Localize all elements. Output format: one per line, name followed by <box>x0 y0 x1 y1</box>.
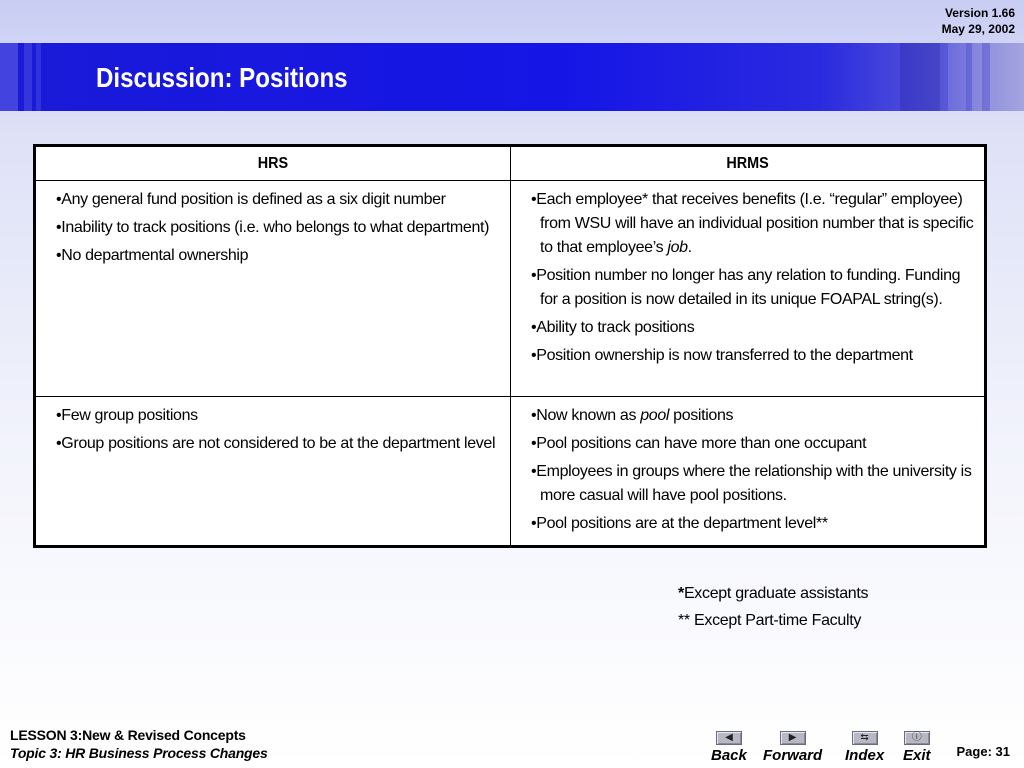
banner-stripe <box>948 43 966 111</box>
banner-stripe <box>0 43 18 111</box>
bullet-item: • Inability to track positions (i.e. who belongs to what department) <box>56 216 500 240</box>
table-cell-hrs-row2 <box>36 397 511 545</box>
banner-stripe <box>972 43 982 111</box>
index-button[interactable] <box>845 731 884 767</box>
bullet-item: • Position ownership is now transferred to the department <box>531 344 974 368</box>
page-number: Page: 31 <box>956 744 1010 759</box>
version-info <box>942 5 1015 37</box>
index-icon[interactable]: ⇆ <box>852 731 878 745</box>
info-exit-icon[interactable]: ⓘ <box>904 731 930 745</box>
exit-label[interactable]: Exit <box>903 747 931 764</box>
banner-stripe <box>24 43 32 111</box>
bullet-item: • Employees in groups where the relationship with the university is more casual will have pool positions. <box>531 460 974 508</box>
table-cell-hrms-row1 <box>511 181 984 397</box>
version-date: May 29, 2002 <box>941 22 1015 36</box>
forward-button[interactable] <box>763 731 822 767</box>
column-header-hrs <box>36 147 511 181</box>
page-title: Discussion: Positions <box>96 62 348 93</box>
bullet-text: Now known as <box>536 407 641 424</box>
footnote-faculty: ** Except Part-time Faculty <box>678 612 862 629</box>
back-button[interactable] <box>711 731 747 767</box>
footnote-graduate <box>678 580 868 607</box>
back-label[interactable]: Back <box>711 747 747 764</box>
lesson-title: LESSON 3:New & Revised Concepts <box>10 727 246 743</box>
column-header-label: HRMS <box>726 154 769 172</box>
bullet-item: • Position number no longer has any relation to funding. Funding for a position is now detailed in its unique FOAPAL string(s). <box>531 264 974 312</box>
bullet-item: • Any general fund position is defined as a six digit number <box>56 188 500 212</box>
forward-label[interactable]: Forward <box>763 747 823 764</box>
bullet-item: • Pool positions are at the department level** <box>531 512 974 536</box>
banner-stripe <box>36 43 41 111</box>
bullet-item <box>531 404 974 428</box>
banner-stripe <box>990 43 1024 111</box>
title-banner <box>0 43 1024 111</box>
bullet-item: • Group positions are not considered to be at the department level <box>56 432 500 456</box>
footnote-text: Except graduate assistants <box>683 585 869 602</box>
version-number: Version 1.66 <box>944 6 1015 20</box>
banner-stripe <box>900 43 940 111</box>
topic-title: Topic 3: HR Business Process Changes <box>10 745 268 761</box>
footnote-marker: * <box>678 585 684 602</box>
bullet-item: • Pool positions can have more than one occupant <box>531 432 974 456</box>
bullet-item: • Ability to track positions <box>531 316 974 340</box>
bullet-text: positions <box>669 407 734 424</box>
column-header-hrms <box>511 147 984 181</box>
column-header-label: HRS <box>257 154 289 172</box>
lesson-info <box>10 726 268 762</box>
bullet-item: • No departmental ownership <box>56 244 500 268</box>
table-cell-hrms-row2 <box>511 397 984 545</box>
bullet-text: Each employee* that receives benefits (I.e. “regular” employee) from WSU will have an individual position number that is specific to that employee’s <box>536 191 974 256</box>
left-arrow-icon[interactable]: ◀ <box>716 731 742 745</box>
footnotes <box>678 580 868 634</box>
right-arrow-icon[interactable]: ▶ <box>780 731 806 745</box>
bullet-emphasis: pool <box>640 407 670 424</box>
bullet-text: . <box>687 239 692 256</box>
table-cell-hrs-row1 <box>36 181 511 397</box>
bullet-emphasis: job <box>667 239 688 256</box>
bullet-item: • Few group positions <box>56 404 500 428</box>
comparison-table <box>33 144 987 548</box>
bullet-item <box>531 188 974 260</box>
index-label[interactable]: Index <box>845 747 885 764</box>
exit-button[interactable] <box>903 731 931 767</box>
